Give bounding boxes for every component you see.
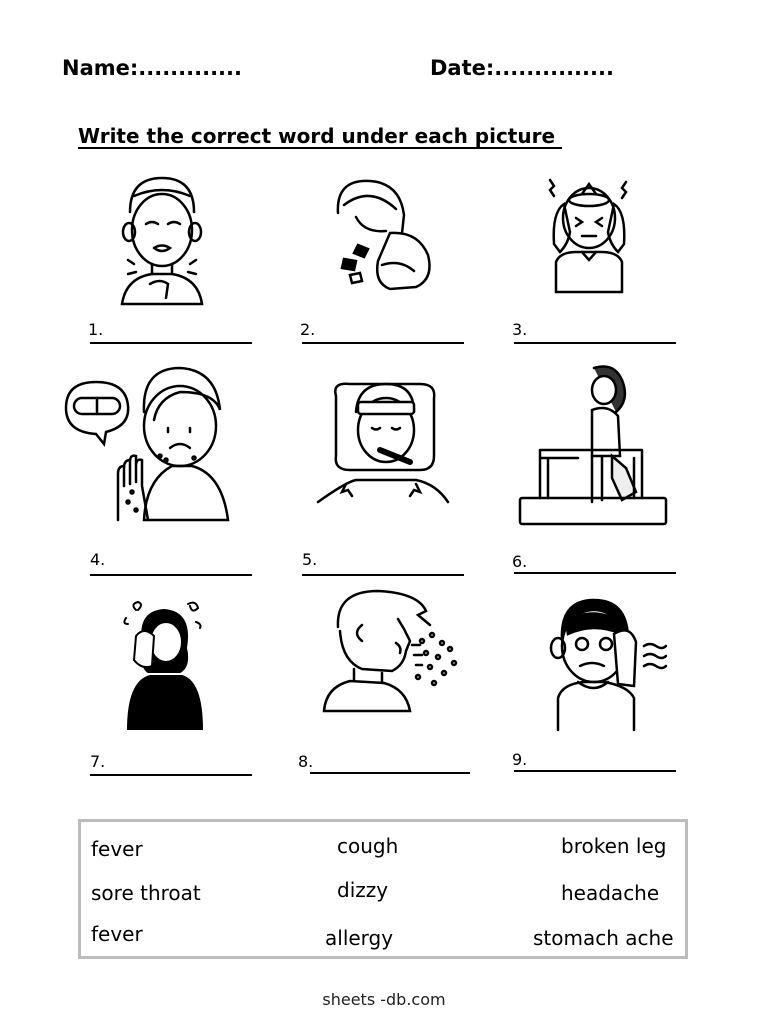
answer-line-7[interactable] — [90, 774, 252, 776]
item-number: 1. — [88, 320, 104, 339]
item-number: 9. — [512, 750, 528, 769]
word-bank-item: fever — [91, 922, 143, 946]
stomach-ache-icon — [330, 175, 435, 293]
item-number: 2. — [300, 320, 316, 339]
fever-icon — [316, 376, 451, 506]
broken-leg-icon — [518, 360, 668, 528]
dizzy-icon — [120, 596, 210, 730]
word-bank-item: headache — [561, 881, 660, 905]
word-bank-item: fever — [91, 837, 143, 861]
item-number: 4. — [90, 550, 106, 569]
date-label: Date:............... — [430, 56, 614, 80]
item-number: 5. — [302, 550, 318, 569]
sore-throat-icon — [112, 172, 212, 307]
word-bank-item: cough — [337, 834, 399, 858]
word-bank-item: broken leg — [561, 834, 667, 858]
answer-line-2[interactable] — [302, 342, 464, 344]
item-number: 3. — [512, 320, 528, 339]
answer-line-6[interactable] — [514, 572, 676, 574]
word-bank-item: stomach ache — [533, 926, 674, 950]
item-number: 6. — [512, 552, 528, 571]
word-bank — [78, 819, 688, 959]
toothache-icon — [548, 594, 668, 732]
answer-line-9[interactable] — [514, 770, 676, 772]
name-label: Name:............. — [62, 56, 242, 80]
instruction-heading: Write the correct word under each picture — [78, 124, 562, 148]
item-number: 8. — [298, 752, 314, 771]
word-bank-item: allergy — [325, 926, 394, 950]
answer-line-3[interactable] — [514, 342, 676, 344]
answer-line-5[interactable] — [302, 574, 464, 576]
word-bank-item: dizzy — [337, 878, 389, 902]
answer-line-1[interactable] — [90, 342, 252, 344]
cough-icon — [322, 585, 460, 713]
answer-line-4[interactable] — [90, 574, 252, 576]
word-bank-item: sore throat — [91, 881, 201, 905]
item-number: 7. — [90, 752, 106, 771]
answer-line-8[interactable] — [310, 772, 470, 774]
headache-icon — [542, 172, 637, 297]
allergy-icon — [62, 362, 234, 524]
footer-source: sheets -db.com — [322, 990, 446, 1009]
